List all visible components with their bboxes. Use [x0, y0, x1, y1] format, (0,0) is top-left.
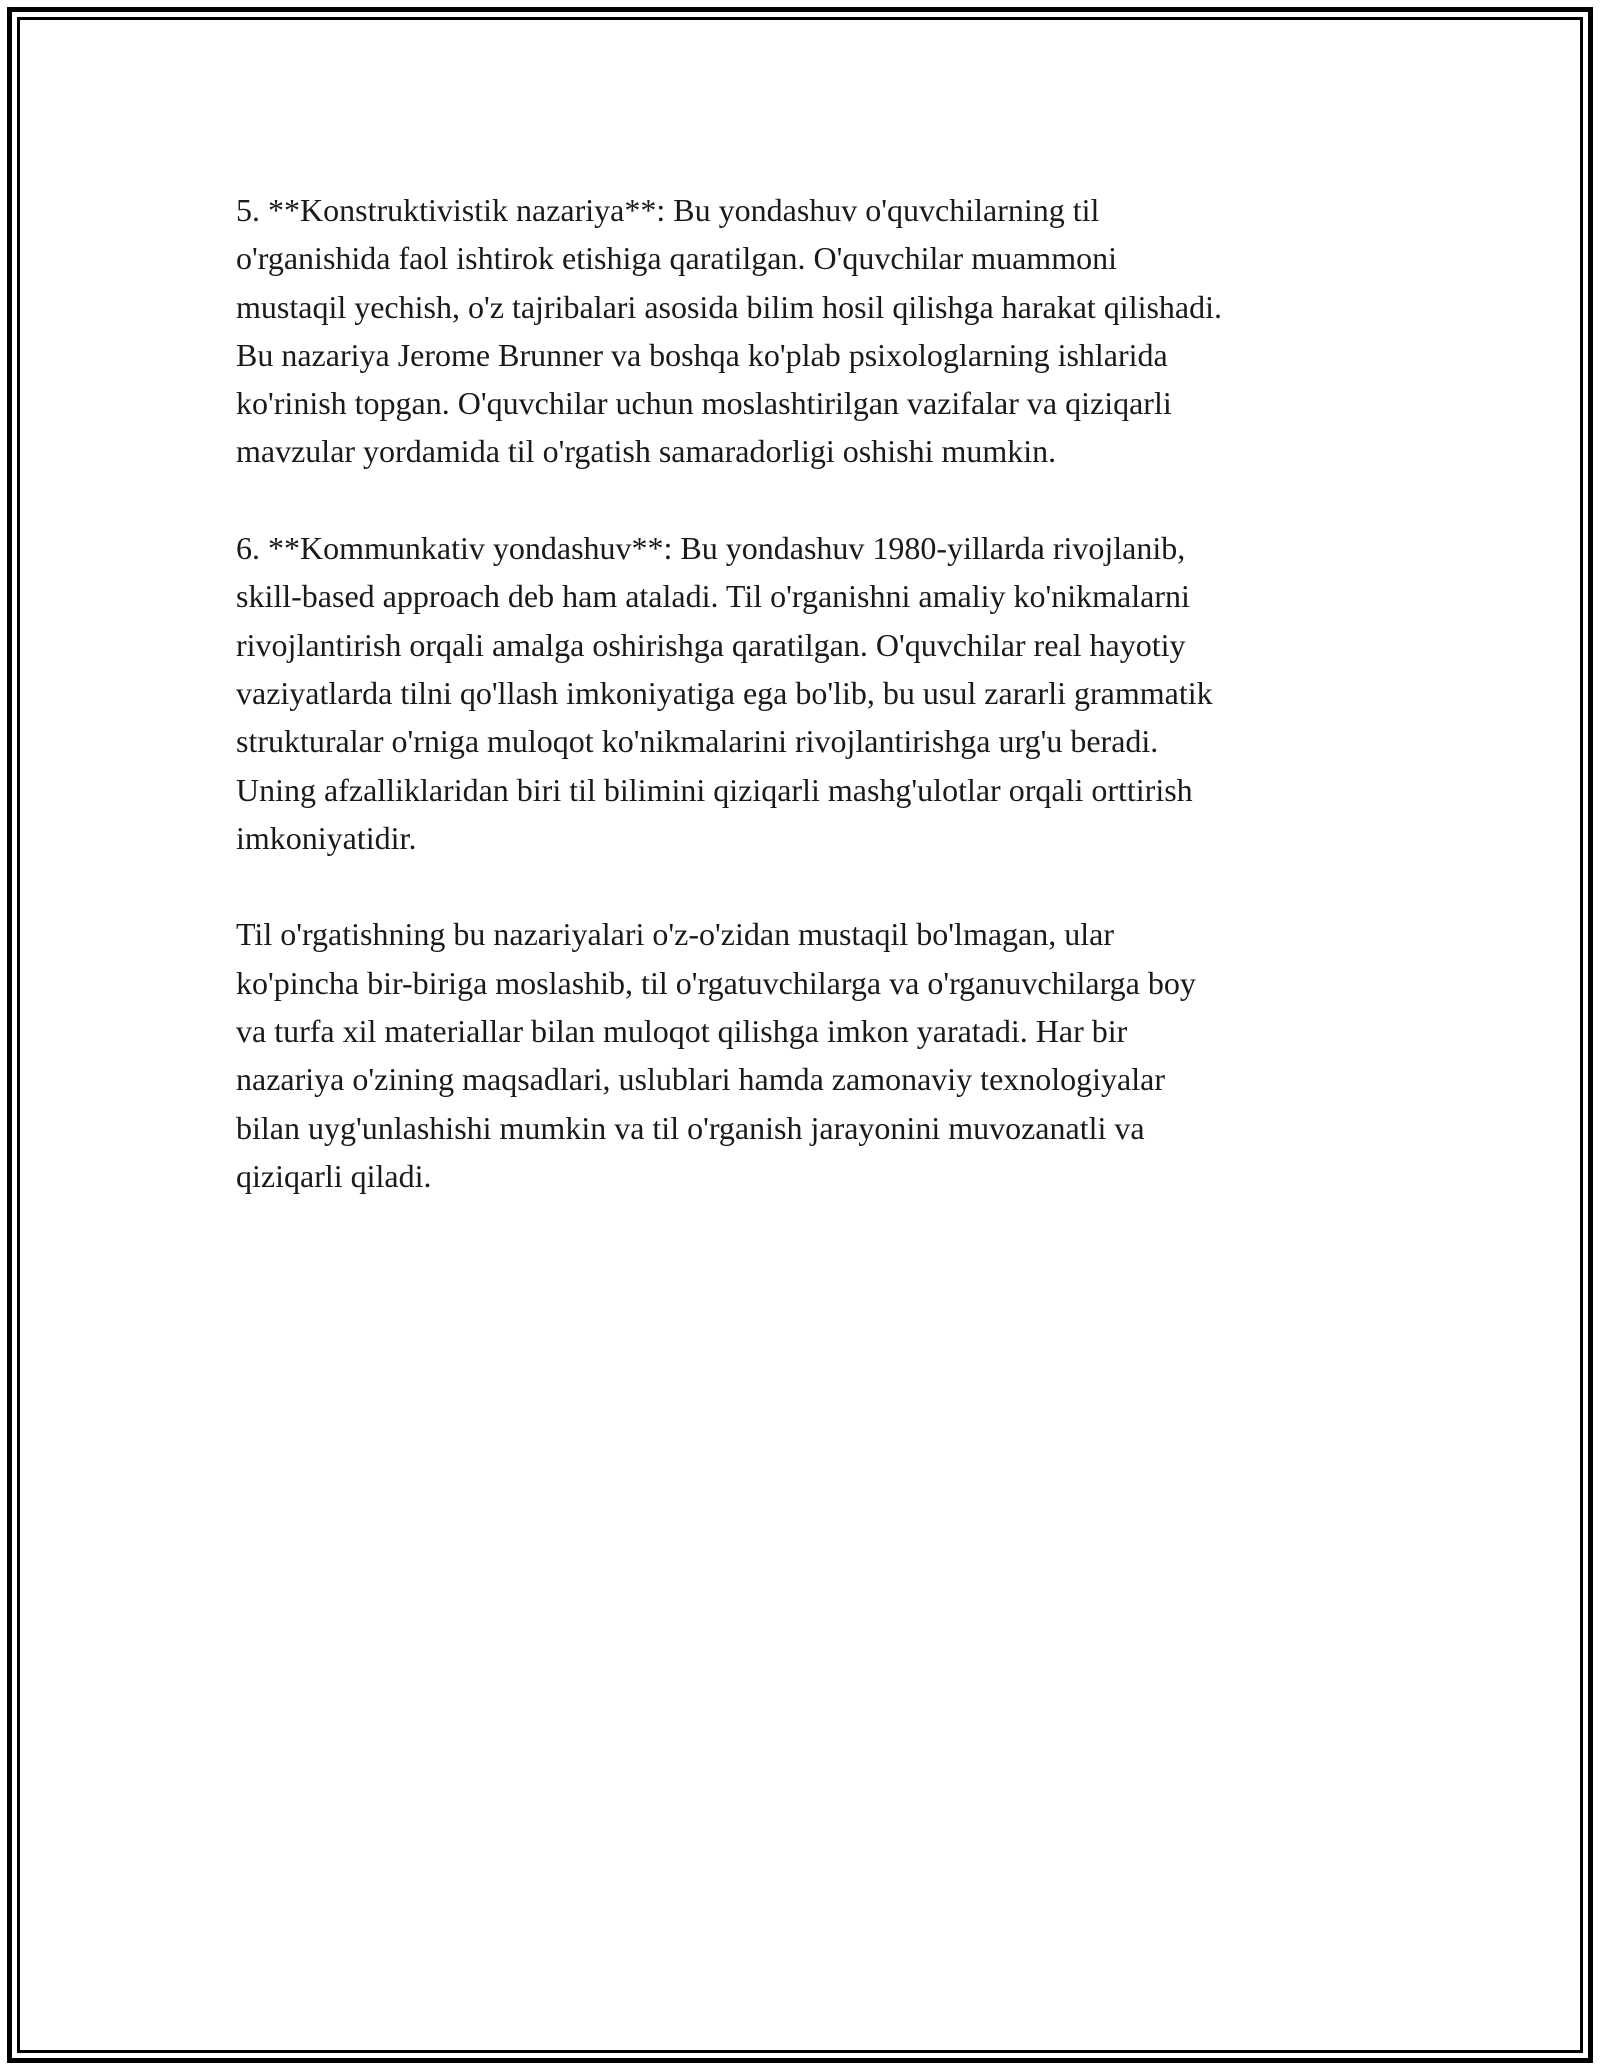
paragraph-conclusion: Til o'rgatishning bu nazariyalari o'z-o'zidan mustaqil bo'lmagan, ular ko'pincha bir-biriga moslashib, til o'rgatuvchilarga va o'rganuvchilarga boy va turfa xil materiallar bilan muloqot qilishga imkon yaratadi. Har bir nazariya o'zining maqsadlari, uslublari hamda zamonaviy texnologiyalar bilan uyg'unlashishi mumkin va til o'rganish jarayonini muvozanatli va qiziqarli qiladi.	[236, 916, 1196, 1194]
paragraph-konstruktivistik-nazariya: 5. **Konstruktivistik nazariya**: Bu yondashuv o'quvchilarning til o'rganishida faol ishtirok etishiga qaratilgan. O'quvchilar muammoni mustaqil yechish, o'z tajribalari asosida bilim hosil qilishga harakat qilishadi. Bu nazariya Jerome Brunner va boshqa ko'plab psixologlarning ishlarida ko'rinish topgan. O'quvchilar uchun moslashtirilgan vazifalar va qiziqarli mavzular yordamida til o'rgatish samaradorligi oshishi mumkin.	[236, 192, 1223, 470]
document-body	[236, 186, 1406, 1249]
paragraph-kommunikativ-yondashuv: 6. **Kommunkativ yondashuv**: Bu yondashuv 1980-yillarda rivojlanib, skill-based approach deb ham ataladi. Til o'rganishni amaliy ko'nikmalarni rivojlantirish orqali amalga oshirishga qaratilgan. O'quvchilar real hayotiy vaziyatlarda tilni qo'llash imkoniyatiga ega bo'lib, bu usul zararli grammatik strukturalar o'rniga muloqot ko'nikmalarini rivojlantirishga urg'u beradi. Uning afzalliklaridan biri til bilimini qiziqarli mashg'ulotlar orqali orttirish imkoniyatidir.	[236, 530, 1213, 856]
